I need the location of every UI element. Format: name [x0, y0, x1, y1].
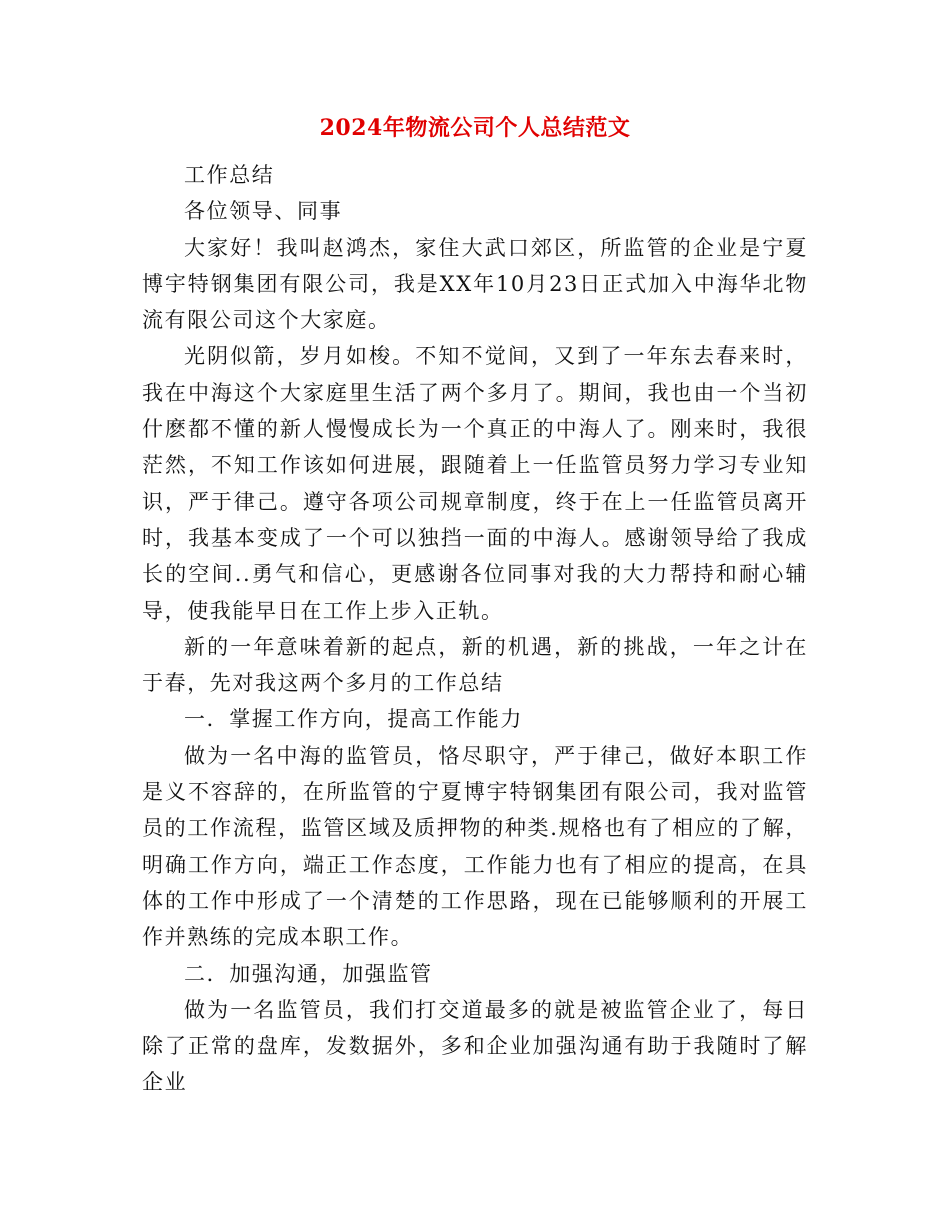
salutation: 各位领导、同事 — [184, 199, 343, 224]
section-heading: 工作总结 — [184, 163, 275, 187]
paragraph: 做为一名监管员，我们打交道最多的就是被监管企业了，每日除了正常的盘库，发数据外，多和企业加强沟通有助于我随时了解企业 — [142, 997, 808, 1095]
document-title: 2024年物流公司个人总结范文 — [319, 115, 631, 141]
section-heading: 一．掌握工作方向，提高工作能力 — [184, 707, 523, 732]
paragraph: 新的一年意味着新的起点，新的机遇，新的挑战，一年之计在于春，先对我这两个多月的工作总结 — [142, 634, 808, 696]
paragraph: 大家好！我叫赵鸿杰，家住大武口郊区，所监管的企业是宁夏博宇特钢集团有限公司，我是XX年10月23日正式加入中海华北物流有限公司这个大家庭。 — [142, 235, 808, 333]
section-heading: 二．加强沟通，加强监管 — [184, 961, 433, 986]
document-body — [142, 157, 808, 1101]
paragraph: 做为一名中海的监管员，恪尽职守，严于律己，做好本职工作是义不容辞的，在所监管的宁夏博宇特钢集团有限公司，我对监管员的工作流程，监管区域及质押物的种类.规格也有了相应的了解，明确工作方向，端正工作态度，工作能力也有了相应的提高，在具体的工作中形成了一个清楚的工作思路，现在已能够顺利的开展工作并熟练的完成本职工作。 — [142, 743, 808, 950]
paragraph: 光阴似箭，岁月如梭。不知不觉间，又到了一年东去春来时，我在中海这个大家庭里生活了两个多月了。期间，我也由一个当初什麽都不懂的新人慢慢成长为一个真正的中海人了。刚来时，我很茫然，不知工作该如何进展，跟随着上一任监管员努力学习专业知识，严于律己。遵守各项公司规章制度，终于在上一任监管员离开时，我基本变成了一个可以独挡一面的中海人。感谢领导给了我成长的空间..勇气和信心，更感谢各位同事对我的大力帮持和耐心辅导，使我能早日在工作上步入正轨。 — [142, 344, 808, 623]
